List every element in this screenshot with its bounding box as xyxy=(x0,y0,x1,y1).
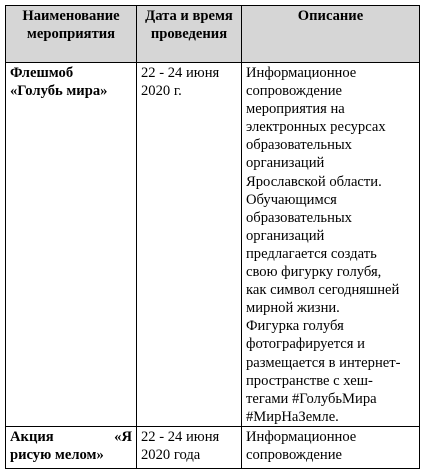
description-line: как символ сегодняшней xyxy=(246,282,400,299)
event-name-cell xyxy=(6,426,137,468)
events-table xyxy=(5,5,420,469)
event-date-line: 22 - 24 июня xyxy=(141,428,220,445)
header-date-line: время xyxy=(192,8,233,24)
description-line: пространстве с хеш- xyxy=(246,372,373,389)
event-name-line: «Голубь мира» xyxy=(10,83,108,100)
event-name-line: Акция «Я xyxy=(10,428,132,445)
event-date-cell xyxy=(137,426,242,468)
description-line: предлагается создать xyxy=(246,245,377,262)
description-line: Обучающимся xyxy=(246,191,337,208)
header-event-name-line: Наименование xyxy=(22,8,120,24)
header-event-name xyxy=(6,6,137,63)
event-name-cell xyxy=(6,63,137,427)
description-line: мирной жизни. xyxy=(246,300,340,317)
description-line: образовательных xyxy=(246,209,352,226)
description-line: свою фигурку голубя, xyxy=(246,264,382,281)
description-line: Информационное xyxy=(246,65,357,81)
description-line: тегами #ГолубьМира xyxy=(246,390,377,407)
description-line: #МирНаЗемле. xyxy=(246,408,339,425)
description-line: сопровождение xyxy=(246,446,342,463)
table-row xyxy=(6,426,420,468)
description-line: Информационное xyxy=(246,428,357,445)
header-date-line: проведения xyxy=(150,26,228,43)
description-line: размещается в интернет- xyxy=(246,354,401,371)
header-date-time xyxy=(137,6,242,63)
description-line: образовательных xyxy=(246,137,352,154)
description-line: Ярославской области. xyxy=(246,173,382,190)
event-date-line: 2020 года xyxy=(141,446,201,463)
header-date-line: Дата и xyxy=(145,8,189,24)
event-date-cell xyxy=(137,63,242,427)
header-description-label: Описание xyxy=(297,8,364,24)
description-line: организаций xyxy=(246,227,325,244)
description-line: Фигурка голубя xyxy=(246,318,344,335)
description-line: электронных ресурсах xyxy=(246,119,386,136)
description-line: фотографируется и xyxy=(246,336,365,353)
event-date-line: 2020 г. xyxy=(141,83,182,100)
event-name-line: рисую мелом» xyxy=(10,446,104,463)
event-date-line: 22 - 24 июня xyxy=(141,65,220,81)
header-event-name-line: мероприятия xyxy=(26,26,116,43)
event-description-cell xyxy=(242,426,420,468)
table-header-row xyxy=(6,6,420,63)
header-description xyxy=(242,6,420,63)
table-row xyxy=(6,63,420,427)
description-line: сопровождение xyxy=(246,83,342,100)
event-name-line: Флешмоб xyxy=(10,65,74,81)
description-line: мероприятия на xyxy=(246,101,345,118)
description-line: организаций xyxy=(246,155,325,172)
event-description-cell xyxy=(242,63,420,427)
